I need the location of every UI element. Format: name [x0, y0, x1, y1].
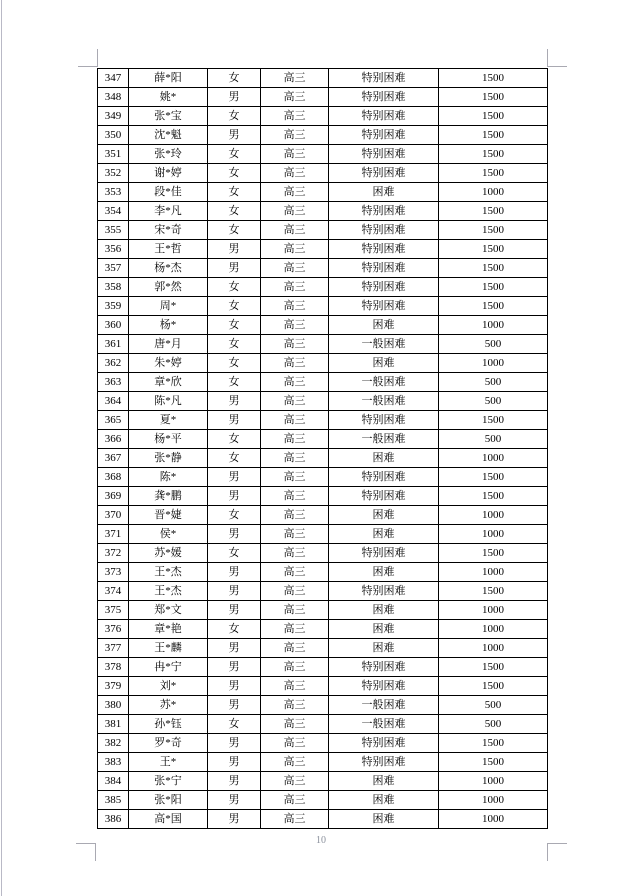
cell-grade: 高三 — [261, 734, 329, 753]
cell-category: 困难 — [329, 620, 439, 639]
cell-index: 380 — [98, 696, 129, 715]
cell-amount: 1000 — [439, 601, 548, 620]
cell-category: 一般困难 — [329, 430, 439, 449]
cell-gender: 男 — [208, 772, 261, 791]
cell-name: 唐*月 — [129, 335, 208, 354]
cell-category: 特别困难 — [329, 107, 439, 126]
table-row — [98, 525, 548, 544]
table-row — [98, 373, 548, 392]
cell-amount: 1500 — [439, 677, 548, 696]
cell-name: 王*麟 — [129, 639, 208, 658]
cell-category: 困难 — [329, 525, 439, 544]
cell-amount: 1500 — [439, 202, 548, 221]
cell-index: 366 — [98, 430, 129, 449]
cell-gender: 男 — [208, 411, 261, 430]
cell-name: 陈* — [129, 468, 208, 487]
cell-index: 379 — [98, 677, 129, 696]
cell-category: 特别困难 — [329, 544, 439, 563]
cell-category: 困难 — [329, 354, 439, 373]
cell-name: 龚*鹏 — [129, 487, 208, 506]
cell-category: 困难 — [329, 639, 439, 658]
cell-name: 冉*宁 — [129, 658, 208, 677]
cell-category: 特别困难 — [329, 487, 439, 506]
cell-gender: 男 — [208, 639, 261, 658]
table-row — [98, 88, 548, 107]
cell-category: 特别困难 — [329, 753, 439, 772]
cell-category: 特别困难 — [329, 582, 439, 601]
cell-grade: 高三 — [261, 658, 329, 677]
cell-name: 苏* — [129, 696, 208, 715]
cell-category: 特别困难 — [329, 468, 439, 487]
cell-grade: 高三 — [261, 639, 329, 658]
cell-index: 360 — [98, 316, 129, 335]
table-row — [98, 354, 548, 373]
cell-grade: 高三 — [261, 259, 329, 278]
cell-grade: 高三 — [261, 335, 329, 354]
cell-amount: 1500 — [439, 69, 548, 88]
cell-name: 王* — [129, 753, 208, 772]
page-number: 10 — [316, 835, 326, 846]
cell-grade: 高三 — [261, 468, 329, 487]
cell-name: 杨*杰 — [129, 259, 208, 278]
cell-amount: 1000 — [439, 183, 548, 202]
cell-name: 周* — [129, 297, 208, 316]
cell-name: 章*艳 — [129, 620, 208, 639]
cell-index: 373 — [98, 563, 129, 582]
table-row — [98, 107, 548, 126]
cell-gender: 女 — [208, 297, 261, 316]
cell-gender: 男 — [208, 677, 261, 696]
cell-gender: 女 — [208, 69, 261, 88]
cell-index: 356 — [98, 240, 129, 259]
cell-amount: 1500 — [439, 240, 548, 259]
cell-gender: 男 — [208, 259, 261, 278]
cell-name: 刘* — [129, 677, 208, 696]
cell-category: 特别困难 — [329, 221, 439, 240]
cell-category: 一般困难 — [329, 373, 439, 392]
table-row — [98, 582, 548, 601]
cell-amount: 500 — [439, 335, 548, 354]
cell-index: 352 — [98, 164, 129, 183]
cell-index: 358 — [98, 278, 129, 297]
cell-gender: 女 — [208, 544, 261, 563]
cell-name: 侯* — [129, 525, 208, 544]
cell-gender: 女 — [208, 449, 261, 468]
table-row — [98, 430, 548, 449]
table-row — [98, 297, 548, 316]
table-row — [98, 126, 548, 145]
cell-category: 特别困难 — [329, 145, 439, 164]
cell-grade: 高三 — [261, 183, 329, 202]
cell-grade: 高三 — [261, 677, 329, 696]
cell-grade: 高三 — [261, 544, 329, 563]
cell-name: 苏*媛 — [129, 544, 208, 563]
cell-gender: 女 — [208, 715, 261, 734]
cell-name: 姚* — [129, 88, 208, 107]
cell-name: 杨*平 — [129, 430, 208, 449]
table-row — [98, 601, 548, 620]
cell-amount: 1000 — [439, 620, 548, 639]
table-row — [98, 164, 548, 183]
cell-index: 384 — [98, 772, 129, 791]
cell-grade: 高三 — [261, 582, 329, 601]
cell-amount: 1000 — [439, 791, 548, 810]
cell-index: 375 — [98, 601, 129, 620]
table-row — [98, 677, 548, 696]
cell-name: 夏* — [129, 411, 208, 430]
cell-gender: 男 — [208, 240, 261, 259]
cell-amount: 500 — [439, 373, 548, 392]
cell-gender: 男 — [208, 601, 261, 620]
cell-index: 365 — [98, 411, 129, 430]
cell-amount: 1500 — [439, 88, 548, 107]
cell-gender: 男 — [208, 658, 261, 677]
cell-grade: 高三 — [261, 126, 329, 145]
cell-amount: 1500 — [439, 411, 548, 430]
cell-index: 376 — [98, 620, 129, 639]
cell-category: 困难 — [329, 316, 439, 335]
cell-gender: 男 — [208, 392, 261, 411]
cell-name: 高*国 — [129, 810, 208, 829]
cell-grade: 高三 — [261, 753, 329, 772]
cell-name: 杨* — [129, 316, 208, 335]
cell-category: 困难 — [329, 506, 439, 525]
table-row — [98, 335, 548, 354]
cell-amount: 1500 — [439, 145, 548, 164]
cell-name: 段*佳 — [129, 183, 208, 202]
cell-grade: 高三 — [261, 772, 329, 791]
cell-index: 351 — [98, 145, 129, 164]
cell-grade: 高三 — [261, 69, 329, 88]
cell-category: 困难 — [329, 601, 439, 620]
cell-category: 困难 — [329, 791, 439, 810]
cell-name: 孙*钰 — [129, 715, 208, 734]
cell-name: 沈*魁 — [129, 126, 208, 145]
cell-name: 王*杰 — [129, 582, 208, 601]
cell-category: 困难 — [329, 810, 439, 829]
cell-name: 朱*婷 — [129, 354, 208, 373]
cell-index: 385 — [98, 791, 129, 810]
cell-index: 386 — [98, 810, 129, 829]
cell-index: 348 — [98, 88, 129, 107]
cell-gender: 男 — [208, 791, 261, 810]
cell-gender: 女 — [208, 620, 261, 639]
cell-name: 薛*阳 — [129, 69, 208, 88]
cell-grade: 高三 — [261, 449, 329, 468]
table-row — [98, 183, 548, 202]
cell-index: 361 — [98, 335, 129, 354]
cell-amount: 1500 — [439, 753, 548, 772]
cell-category: 困难 — [329, 183, 439, 202]
cell-name: 罗*奇 — [129, 734, 208, 753]
table-row — [98, 259, 548, 278]
cell-gender: 男 — [208, 525, 261, 544]
cell-amount: 1500 — [439, 297, 548, 316]
table-row — [98, 734, 548, 753]
cell-gender: 女 — [208, 373, 261, 392]
cell-name: 张*阳 — [129, 791, 208, 810]
cell-grade: 高三 — [261, 316, 329, 335]
cell-amount: 1500 — [439, 164, 548, 183]
cell-index: 354 — [98, 202, 129, 221]
cell-index: 374 — [98, 582, 129, 601]
cell-amount: 1000 — [439, 525, 548, 544]
cell-name: 章*欣 — [129, 373, 208, 392]
table-row — [98, 449, 548, 468]
cell-amount: 500 — [439, 715, 548, 734]
cell-category: 特别困难 — [329, 297, 439, 316]
cell-gender: 男 — [208, 810, 261, 829]
cell-name: 张*宝 — [129, 107, 208, 126]
cell-amount: 1500 — [439, 544, 548, 563]
table-row — [98, 810, 548, 829]
cell-grade: 高三 — [261, 430, 329, 449]
cell-gender: 男 — [208, 734, 261, 753]
cell-name: 宋*奇 — [129, 221, 208, 240]
cell-gender: 女 — [208, 107, 261, 126]
cell-amount: 1500 — [439, 658, 548, 677]
cell-grade: 高三 — [261, 221, 329, 240]
cell-amount: 1000 — [439, 810, 548, 829]
cell-gender: 女 — [208, 506, 261, 525]
student-subsidy-table — [97, 68, 548, 829]
cell-gender: 男 — [208, 582, 261, 601]
cell-category: 特别困难 — [329, 259, 439, 278]
cell-index: 363 — [98, 373, 129, 392]
cell-gender: 女 — [208, 430, 261, 449]
table-row — [98, 639, 548, 658]
cell-amount: 1500 — [439, 582, 548, 601]
cell-amount: 1500 — [439, 107, 548, 126]
table-row — [98, 278, 548, 297]
cell-name: 郑*文 — [129, 601, 208, 620]
cell-grade: 高三 — [261, 354, 329, 373]
cell-category: 困难 — [329, 772, 439, 791]
table-row — [98, 791, 548, 810]
cell-index: 371 — [98, 525, 129, 544]
table-row — [98, 392, 548, 411]
cell-index: 349 — [98, 107, 129, 126]
cell-index: 359 — [98, 297, 129, 316]
cell-index: 357 — [98, 259, 129, 278]
cell-name: 郭*然 — [129, 278, 208, 297]
cell-amount: 1500 — [439, 468, 548, 487]
cell-amount: 1000 — [439, 316, 548, 335]
cell-gender: 女 — [208, 164, 261, 183]
cell-category: 特别困难 — [329, 658, 439, 677]
cell-category: 一般困难 — [329, 392, 439, 411]
cell-gender: 男 — [208, 88, 261, 107]
cell-amount: 1500 — [439, 126, 548, 145]
cell-category: 特别困难 — [329, 202, 439, 221]
cell-index: 377 — [98, 639, 129, 658]
cell-grade: 高三 — [261, 791, 329, 810]
cell-grade: 高三 — [261, 202, 329, 221]
cell-name: 李*凡 — [129, 202, 208, 221]
table-row — [98, 221, 548, 240]
cell-amount: 1000 — [439, 354, 548, 373]
cell-amount: 1000 — [439, 772, 548, 791]
cell-grade: 高三 — [261, 620, 329, 639]
cell-index: 355 — [98, 221, 129, 240]
cell-index: 362 — [98, 354, 129, 373]
cell-category: 特别困难 — [329, 88, 439, 107]
cell-index: 350 — [98, 126, 129, 145]
cell-category: 困难 — [329, 563, 439, 582]
table-row — [98, 316, 548, 335]
cell-category: 一般困难 — [329, 696, 439, 715]
cell-name: 谢*婷 — [129, 164, 208, 183]
table-row — [98, 240, 548, 259]
cell-name: 陈*凡 — [129, 392, 208, 411]
cell-index: 378 — [98, 658, 129, 677]
table-row — [98, 145, 548, 164]
cell-gender: 女 — [208, 183, 261, 202]
cell-grade: 高三 — [261, 696, 329, 715]
cell-index: 372 — [98, 544, 129, 563]
table-row — [98, 202, 548, 221]
cell-index: 369 — [98, 487, 129, 506]
cell-gender: 女 — [208, 335, 261, 354]
margin-crop-mark-top-right — [547, 49, 567, 67]
cell-grade: 高三 — [261, 164, 329, 183]
cell-index: 368 — [98, 468, 129, 487]
cell-gender: 女 — [208, 202, 261, 221]
cell-amount: 500 — [439, 430, 548, 449]
cell-gender: 男 — [208, 753, 261, 772]
cell-grade: 高三 — [261, 487, 329, 506]
cell-amount: 500 — [439, 392, 548, 411]
cell-grade: 高三 — [261, 506, 329, 525]
cell-name: 张*玲 — [129, 145, 208, 164]
cell-amount: 1000 — [439, 639, 548, 658]
table-row — [98, 506, 548, 525]
cell-category: 特别困难 — [329, 240, 439, 259]
cell-grade: 高三 — [261, 392, 329, 411]
cell-grade: 高三 — [261, 297, 329, 316]
cell-category: 特别困难 — [329, 126, 439, 145]
cell-category: 一般困难 — [329, 715, 439, 734]
cell-gender: 男 — [208, 487, 261, 506]
table-row — [98, 563, 548, 582]
cell-grade: 高三 — [261, 278, 329, 297]
cell-gender: 男 — [208, 696, 261, 715]
cell-index: 353 — [98, 183, 129, 202]
cell-index: 364 — [98, 392, 129, 411]
table-row — [98, 620, 548, 639]
cell-category: 一般困难 — [329, 335, 439, 354]
table-row — [98, 487, 548, 506]
table-row — [98, 696, 548, 715]
cell-gender: 女 — [208, 145, 261, 164]
cell-amount: 1500 — [439, 221, 548, 240]
cell-grade: 高三 — [261, 145, 329, 164]
cell-amount: 1500 — [439, 487, 548, 506]
cell-category: 特别困难 — [329, 164, 439, 183]
cell-category: 特别困难 — [329, 278, 439, 297]
cell-gender: 女 — [208, 354, 261, 373]
cell-name: 王*哲 — [129, 240, 208, 259]
cell-gender: 男 — [208, 468, 261, 487]
cell-grade: 高三 — [261, 107, 329, 126]
cell-gender: 女 — [208, 221, 261, 240]
cell-grade: 高三 — [261, 715, 329, 734]
table-row — [98, 658, 548, 677]
cell-index: 381 — [98, 715, 129, 734]
cell-name: 张*宁 — [129, 772, 208, 791]
table-row — [98, 772, 548, 791]
cell-grade: 高三 — [261, 411, 329, 430]
table-row — [98, 69, 548, 88]
cell-amount: 500 — [439, 696, 548, 715]
cell-grade: 高三 — [261, 525, 329, 544]
cell-index: 347 — [98, 69, 129, 88]
cell-index: 367 — [98, 449, 129, 468]
cell-category: 特别困难 — [329, 677, 439, 696]
cell-gender: 女 — [208, 278, 261, 297]
cell-category: 特别困难 — [329, 69, 439, 88]
cell-grade: 高三 — [261, 601, 329, 620]
table-row — [98, 544, 548, 563]
cell-gender: 男 — [208, 563, 261, 582]
student-table-body — [98, 69, 548, 829]
cell-category: 特别困难 — [329, 411, 439, 430]
cell-name: 晋*婕 — [129, 506, 208, 525]
table-row — [98, 715, 548, 734]
cell-name: 张*静 — [129, 449, 208, 468]
cell-amount: 1000 — [439, 506, 548, 525]
margin-crop-mark-top-left — [78, 49, 98, 67]
cell-amount: 1000 — [439, 449, 548, 468]
cell-amount: 1500 — [439, 259, 548, 278]
cell-grade: 高三 — [261, 373, 329, 392]
cell-name: 王*杰 — [129, 563, 208, 582]
cell-gender: 男 — [208, 126, 261, 145]
cell-grade: 高三 — [261, 240, 329, 259]
cell-grade: 高三 — [261, 810, 329, 829]
table-row — [98, 468, 548, 487]
table-row — [98, 411, 548, 430]
page-left-edge — [1, 0, 2, 896]
cell-grade: 高三 — [261, 563, 329, 582]
cell-gender: 女 — [208, 316, 261, 335]
cell-amount: 1500 — [439, 734, 548, 753]
cell-category: 特别困难 — [329, 734, 439, 753]
cell-index: 370 — [98, 506, 129, 525]
cell-amount: 1000 — [439, 563, 548, 582]
cell-category: 困难 — [329, 449, 439, 468]
cell-amount: 1500 — [439, 278, 548, 297]
cell-index: 383 — [98, 753, 129, 772]
table-row — [98, 753, 548, 772]
cell-grade: 高三 — [261, 88, 329, 107]
cell-index: 382 — [98, 734, 129, 753]
